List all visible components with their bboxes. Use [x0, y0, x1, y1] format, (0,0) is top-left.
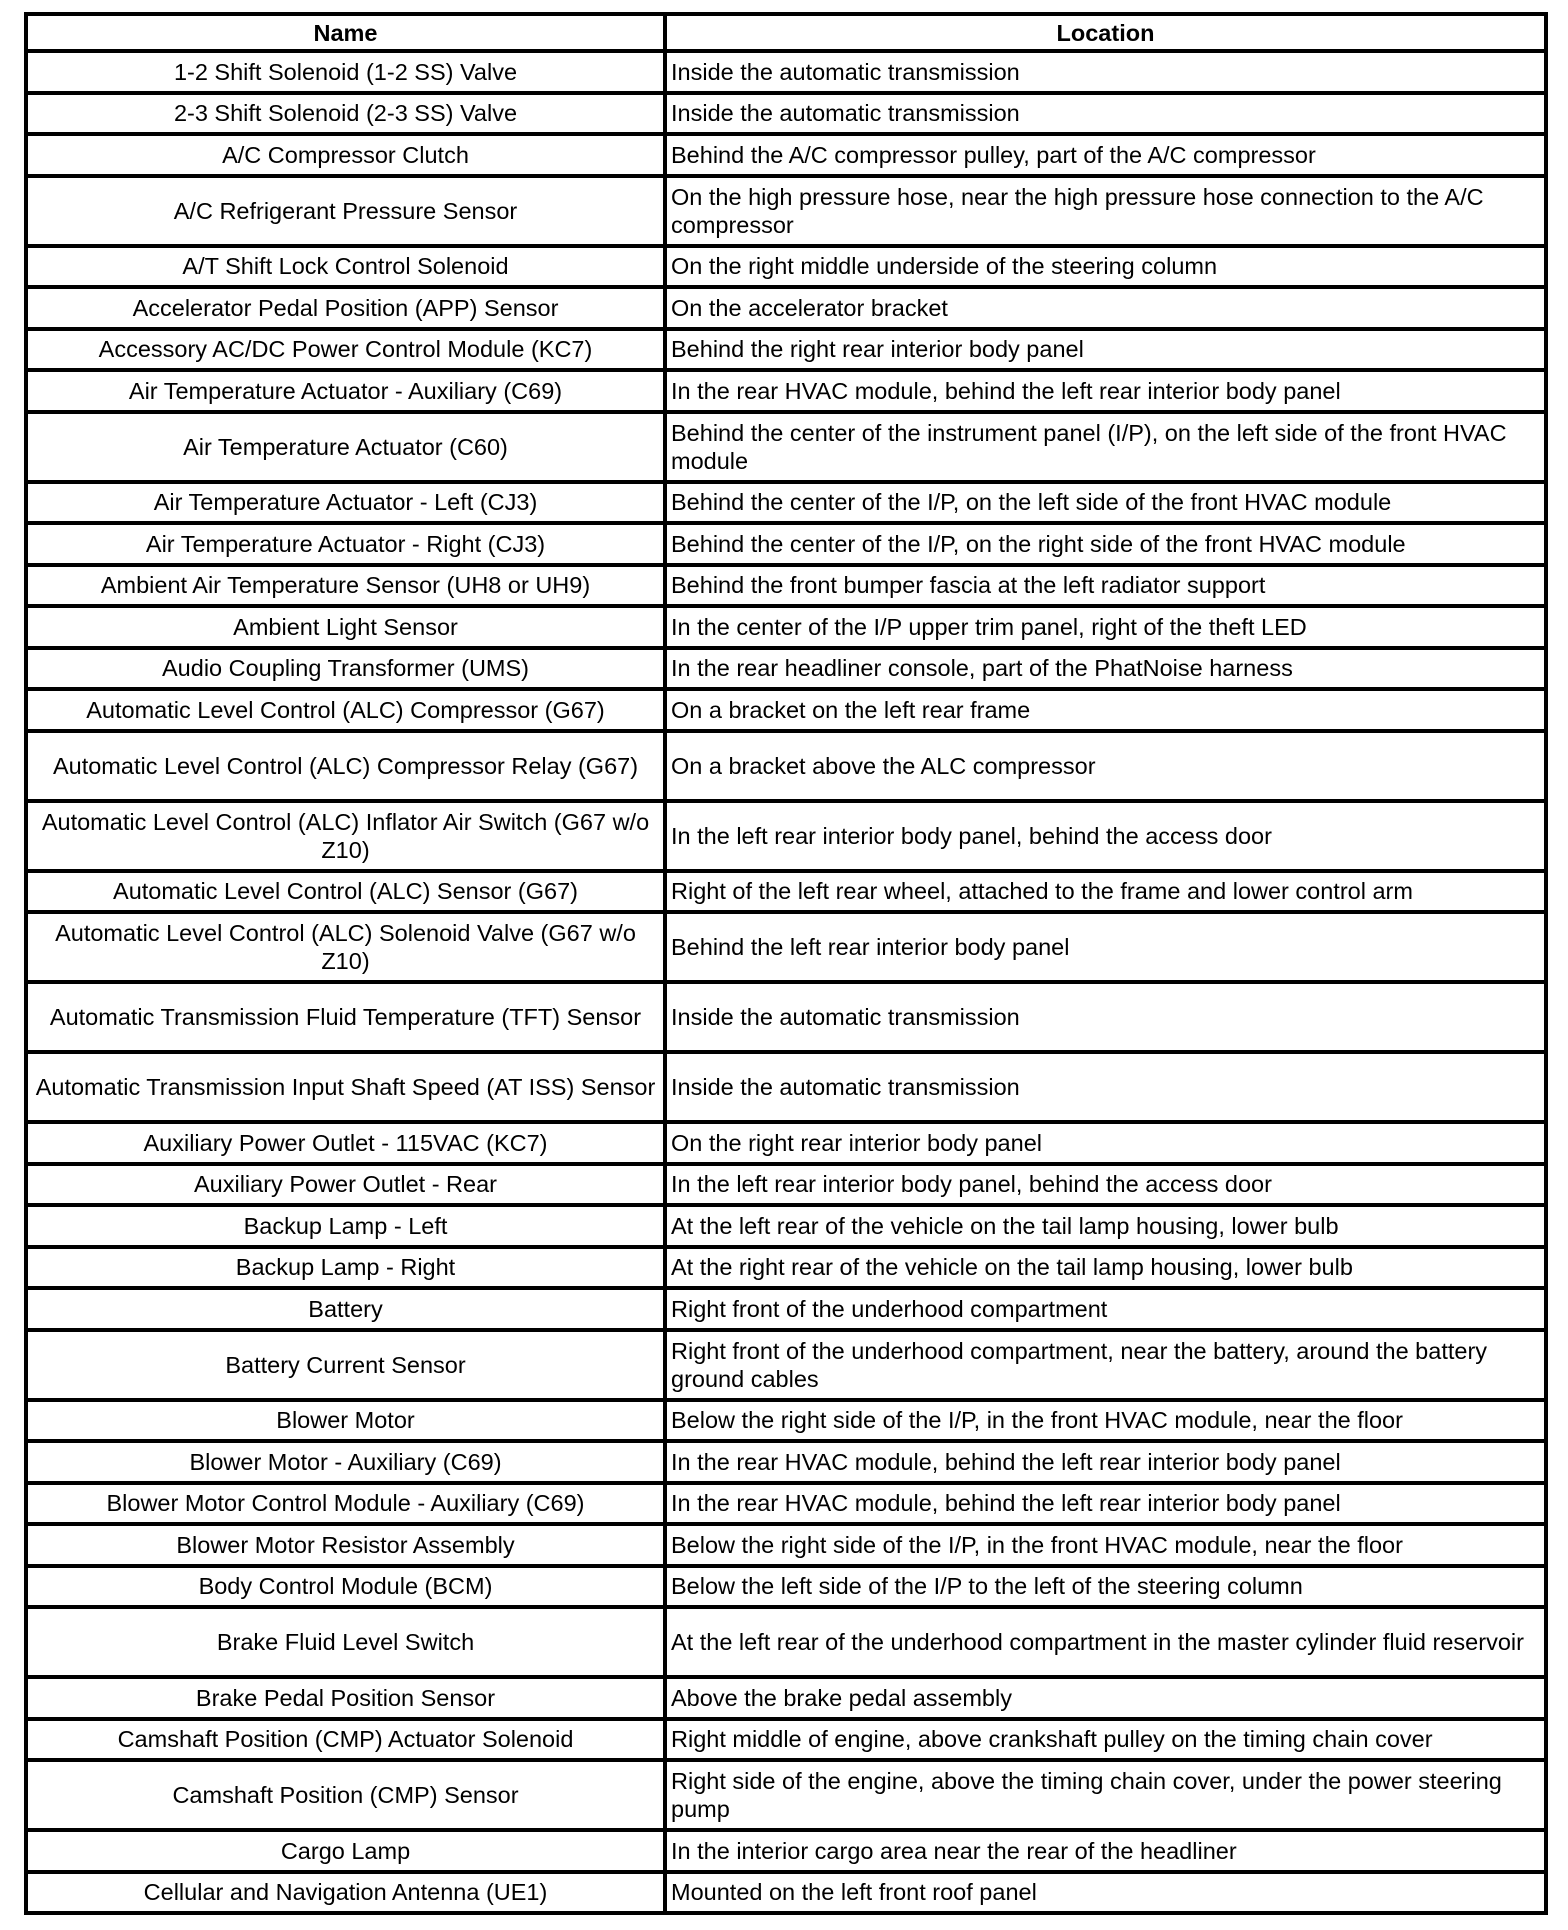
table-row [26, 134, 1546, 176]
component-location-cell: Right middle of engine, above crankshaft pulley on the timing chain cover [665, 1719, 1546, 1761]
component-location-cell: On a bracket above the ALC compressor [665, 731, 1546, 801]
table-row [26, 1483, 1546, 1525]
table-body [26, 51, 1546, 1913]
component-name-cell: Backup Lamp - Left [26, 1205, 665, 1247]
table-row [26, 1872, 1546, 1914]
component-name-cell: Automatic Level Control (ALC) Sensor (G67) [26, 871, 665, 913]
table-row [26, 1830, 1546, 1872]
component-location-cell: Mounted on the left front roof panel [665, 1872, 1546, 1914]
component-location-cell: In the rear headliner console, part of the PhatNoise harness [665, 648, 1546, 690]
component-location-cell: Behind the right rear interior body panel [665, 329, 1546, 371]
component-location-cell: In the center of the I/P upper trim panel, right of the theft LED [665, 606, 1546, 648]
component-location-cell: In the rear HVAC module, behind the left rear interior body panel [665, 1441, 1546, 1483]
component-name-cell: Accessory AC/DC Power Control Module (KC7) [26, 329, 665, 371]
component-name-cell: Backup Lamp - Right [26, 1247, 665, 1289]
table-row [26, 648, 1546, 690]
table-row [26, 412, 1546, 482]
component-name-cell: Automatic Level Control (ALC) Compressor (G67) [26, 689, 665, 731]
table-row [26, 1330, 1546, 1400]
table-row [26, 1441, 1546, 1483]
table-row [26, 1052, 1546, 1122]
component-name-cell: Ambient Light Sensor [26, 606, 665, 648]
component-name-cell: Camshaft Position (CMP) Actuator Solenoid [26, 1719, 665, 1761]
table-row [26, 1607, 1546, 1677]
table-row [26, 565, 1546, 607]
table-row [26, 1677, 1546, 1719]
component-location-cell: Inside the automatic transmission [665, 982, 1546, 1052]
component-name-cell: Cellular and Navigation Antenna (UE1) [26, 1872, 665, 1914]
component-location-cell: Behind the center of the instrument panel (I/P), on the left side of the front HVAC module [665, 412, 1546, 482]
table-row [26, 982, 1546, 1052]
component-name-cell: Cargo Lamp [26, 1830, 665, 1872]
component-location-cell: Behind the front bumper fascia at the left radiator support [665, 565, 1546, 607]
component-location-cell: At the left rear of the underhood compartment in the master cylinder fluid reservoir [665, 1607, 1546, 1677]
component-name-cell: Audio Coupling Transformer (UMS) [26, 648, 665, 690]
component-location-cell: Below the right side of the I/P, in the front HVAC module, near the floor [665, 1524, 1546, 1566]
component-location-cell: At the left rear of the vehicle on the tail lamp housing, lower bulb [665, 1205, 1546, 1247]
table-row [26, 1400, 1546, 1442]
component-name-cell: Blower Motor [26, 1400, 665, 1442]
component-location-cell: Inside the automatic transmission [665, 1052, 1546, 1122]
component-location-cell: On a bracket on the left rear frame [665, 689, 1546, 731]
table-row [26, 912, 1546, 982]
component-location-cell: On the accelerator bracket [665, 287, 1546, 329]
component-location-cell: Right side of the engine, above the timing chain cover, under the power steering pump [665, 1760, 1546, 1830]
table-row [26, 731, 1546, 801]
component-location-cell: On the right middle underside of the steering column [665, 246, 1546, 288]
table-row [26, 1164, 1546, 1206]
table-row [26, 1566, 1546, 1608]
component-name-cell: A/C Compressor Clutch [26, 134, 665, 176]
component-name-cell: A/T Shift Lock Control Solenoid [26, 246, 665, 288]
component-name-cell: Body Control Module (BCM) [26, 1566, 665, 1608]
component-name-cell: Automatic Level Control (ALC) Solenoid Valve (G67 w/o Z10) [26, 912, 665, 982]
component-location-cell: Inside the automatic transmission [665, 51, 1546, 93]
table-row [26, 370, 1546, 412]
component-location-cell: Behind the center of the I/P, on the left side of the front HVAC module [665, 482, 1546, 524]
component-location-cell: Below the left side of the I/P to the left of the steering column [665, 1566, 1546, 1608]
component-name-cell: 1-2 Shift Solenoid (1-2 SS) Valve [26, 51, 665, 93]
component-name-cell: A/C Refrigerant Pressure Sensor [26, 176, 665, 246]
table-row [26, 287, 1546, 329]
component-location-cell: Behind the A/C compressor pulley, part of the A/C compressor [665, 134, 1546, 176]
table-row [26, 246, 1546, 288]
table-row [26, 1205, 1546, 1247]
component-name-cell: Air Temperature Actuator - Left (CJ3) [26, 482, 665, 524]
header-row [26, 14, 1546, 51]
component-name-cell: Brake Pedal Position Sensor [26, 1677, 665, 1719]
component-name-cell: Automatic Transmission Input Shaft Speed (AT ISS) Sensor [26, 1052, 665, 1122]
component-name-cell: Ambient Air Temperature Sensor (UH8 or UH9) [26, 565, 665, 607]
component-name-cell: Battery Current Sensor [26, 1330, 665, 1400]
component-location-cell: Right of the left rear wheel, attached to the frame and lower control arm [665, 871, 1546, 913]
component-location-cell: Above the brake pedal assembly [665, 1677, 1546, 1719]
component-location-cell: Below the right side of the I/P, in the front HVAC module, near the floor [665, 1400, 1546, 1442]
table-row [26, 93, 1546, 135]
component-name-cell: Auxiliary Power Outlet - Rear [26, 1164, 665, 1206]
component-name-cell: Blower Motor Resistor Assembly [26, 1524, 665, 1566]
component-name-cell: Accelerator Pedal Position (APP) Sensor [26, 287, 665, 329]
table-row [26, 1524, 1546, 1566]
component-name-cell: Camshaft Position (CMP) Sensor [26, 1760, 665, 1830]
location-column-header: Location [665, 14, 1546, 51]
component-location-cell: At the right rear of the vehicle on the tail lamp housing, lower bulb [665, 1247, 1546, 1289]
table-row [26, 871, 1546, 913]
component-location-cell: Right front of the underhood compartment [665, 1288, 1546, 1330]
table-row [26, 1288, 1546, 1330]
table-row [26, 1719, 1546, 1761]
component-location-cell: Behind the left rear interior body panel [665, 912, 1546, 982]
component-name-cell: Automatic Transmission Fluid Temperature (TFT) Sensor [26, 982, 665, 1052]
component-name-cell: Battery [26, 1288, 665, 1330]
table-row [26, 51, 1546, 93]
name-column-header: Name [26, 14, 665, 51]
component-name-cell: Auxiliary Power Outlet - 115VAC (KC7) [26, 1122, 665, 1164]
table-row [26, 606, 1546, 648]
component-name-cell: Automatic Level Control (ALC) Compressor Relay (G67) [26, 731, 665, 801]
component-name-cell: Automatic Level Control (ALC) Inflator Air Switch (G67 w/o Z10) [26, 801, 665, 871]
table-row [26, 1247, 1546, 1289]
component-name-cell: Blower Motor Control Module - Auxiliary (C69) [26, 1483, 665, 1525]
component-location-cell: In the left rear interior body panel, behind the access door [665, 801, 1546, 871]
component-location-cell: On the right rear interior body panel [665, 1122, 1546, 1164]
table-row [26, 1760, 1546, 1830]
component-location-cell: Right front of the underhood compartment, near the battery, around the battery ground cables [665, 1330, 1546, 1400]
component-location-cell: Behind the center of the I/P, on the right side of the front HVAC module [665, 523, 1546, 565]
component-name-cell: Brake Fluid Level Switch [26, 1607, 665, 1677]
table-row [26, 801, 1546, 871]
component-name-cell: Air Temperature Actuator - Right (CJ3) [26, 523, 665, 565]
component-location-table [24, 12, 1548, 1915]
component-name-cell: 2-3 Shift Solenoid (2-3 SS) Valve [26, 93, 665, 135]
component-location-cell: Inside the automatic transmission [665, 93, 1546, 135]
table-row [26, 482, 1546, 524]
table-row [26, 523, 1546, 565]
component-location-cell: In the left rear interior body panel, behind the access door [665, 1164, 1546, 1206]
component-name-cell: Air Temperature Actuator - Auxiliary (C69) [26, 370, 665, 412]
table-row [26, 176, 1546, 246]
component-name-cell: Air Temperature Actuator (C60) [26, 412, 665, 482]
component-location-cell: In the interior cargo area near the rear of the headliner [665, 1830, 1546, 1872]
component-location-cell: In the rear HVAC module, behind the left rear interior body panel [665, 370, 1546, 412]
component-name-cell: Blower Motor - Auxiliary (C69) [26, 1441, 665, 1483]
table-row [26, 329, 1546, 371]
table-row [26, 1122, 1546, 1164]
table-row [26, 689, 1546, 731]
component-location-cell: In the rear HVAC module, behind the left rear interior body panel [665, 1483, 1546, 1525]
component-location-cell: On the high pressure hose, near the high pressure hose connection to the A/C compressor [665, 176, 1546, 246]
